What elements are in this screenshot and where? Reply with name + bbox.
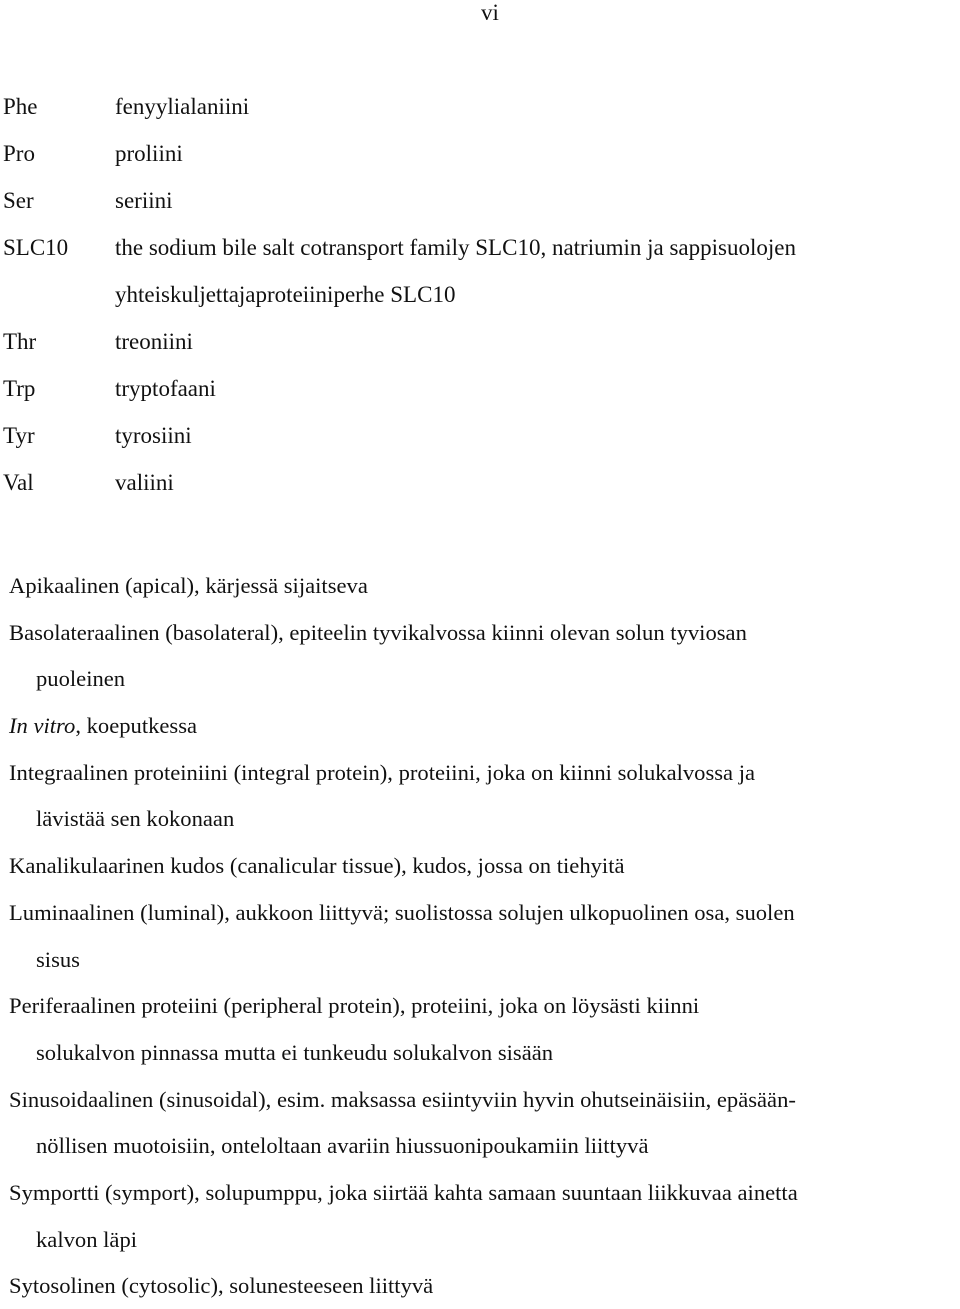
glossary-entry-line: Periferaalinen proteiini (peripheral protein), proteiini, joka on löysästi kiinni <box>9 993 700 1019</box>
glossary-entry <box>9 842 957 889</box>
abbreviation-definition <box>115 233 958 327</box>
abbreviation-definition-line: valiini <box>115 470 174 495</box>
abbreviation-list <box>3 92 958 515</box>
glossary-entry-line: sisus <box>36 946 80 972</box>
abbreviation-term: Phe <box>3 94 38 119</box>
abbreviation-row <box>3 468 958 515</box>
abbreviation-definition-line: the sodium bile salt cotransport family SLC10, natriumin ja sappisuolojen <box>115 235 796 260</box>
abbreviation-row <box>3 421 958 468</box>
abbreviation-definition <box>115 327 958 374</box>
glossary-entry-line: Basolateraalinen (basolateral), epiteelin tyvikalvossa kiinni olevan solun tyviosan <box>9 619 747 645</box>
abbreviation-term: Thr <box>3 329 37 354</box>
glossary-list <box>9 562 957 1309</box>
glossary-entry-line: Sinusoidaalinen (sinusoidal), esim. maksassa esiintyviin hyvin ohutseinäisiin, epäsään- <box>9 1086 796 1112</box>
glossary-entry-line: Sytosolinen (cytosolic), solunesteeseen liittyvä <box>9 1273 434 1299</box>
abbreviation-row <box>3 139 958 186</box>
glossary-entry <box>9 1262 957 1309</box>
glossary-entry <box>9 609 957 702</box>
abbreviation-row <box>3 374 958 421</box>
glossary-entry-line: puoleinen <box>36 666 126 692</box>
abbreviation-definition <box>115 92 958 139</box>
abbreviation-definition-line: seriini <box>115 188 173 213</box>
abbreviation-term: Val <box>3 470 34 495</box>
abbreviation-definition-line: treoniini <box>115 329 193 354</box>
glossary-entry <box>9 749 957 842</box>
glossary-entry <box>9 1076 957 1169</box>
abbreviation-row <box>3 186 958 233</box>
glossary-entry <box>9 982 957 1075</box>
glossary-entry-line: Luminaalinen (luminal), aukkoon liittyvä; suolistossa solujen ulkopuolinen osa, suolen <box>9 899 795 925</box>
abbreviation-definition <box>115 186 958 233</box>
glossary-entry-line: solukalvon pinnassa mutta ei tunkeudu solukalvon sisään <box>36 1039 554 1065</box>
abbreviation-term: Tyr <box>3 423 35 448</box>
abbreviation-row <box>3 92 958 139</box>
glossary-term-italic: In vitro <box>9 713 76 739</box>
glossary-entry-line: lävistää sen kokonaan <box>36 806 235 832</box>
abbreviation-row <box>3 233 958 327</box>
abbreviation-definition-line: tryptofaani <box>115 376 216 401</box>
abbreviation-definition <box>115 139 958 186</box>
glossary-entry-line: Kanalikulaarinen kudos (canalicular tissue), kudos, jossa on tiehyitä <box>9 853 625 879</box>
abbreviation-term: Trp <box>3 376 36 401</box>
abbreviation-term: Ser <box>3 188 34 213</box>
abbreviation-definition-line: yhteiskuljettajaproteiiniperhe SLC10 <box>115 282 456 307</box>
abbreviation-term: Pro <box>3 141 35 166</box>
glossary-entry <box>9 1169 957 1262</box>
abbreviation-term: SLC10 <box>3 235 69 260</box>
glossary-entry <box>9 702 957 749</box>
abbreviation-definition-line: fenyylialaniini <box>115 94 250 119</box>
glossary-entry <box>9 562 957 609</box>
glossary-entry-line: kalvon läpi <box>36 1226 138 1252</box>
glossary-entry-line: Apikaalinen (apical), kärjessä sijaitseva <box>9 573 368 598</box>
glossary-entry-line: Integraalinen proteiniini (integral protein), proteiini, joka on kiinni solukalvossa ja <box>9 759 756 785</box>
glossary-entry-line: nöllisen muotoisiin, onteloltaan avariin hiussuonipoukamiin liittyvä <box>36 1133 649 1159</box>
abbreviation-row <box>3 327 958 374</box>
abbreviation-definition-line: proliini <box>115 141 183 166</box>
page-number: vi <box>481 0 499 25</box>
glossary-definition-text: , koeputkessa <box>75 713 198 739</box>
glossary-entry-line <box>9 702 957 749</box>
abbreviation-definition <box>115 421 958 468</box>
glossary-entry-line: Symportti (symport), solupumppu, joka siirtää kahta samaan suuntaan liikkuvaa ainetta <box>9 1179 798 1205</box>
abbreviation-definition <box>115 468 958 515</box>
abbreviation-definition-line: tyrosiini <box>115 423 192 448</box>
glossary-entry <box>9 889 957 982</box>
abbreviation-definition <box>115 374 958 421</box>
